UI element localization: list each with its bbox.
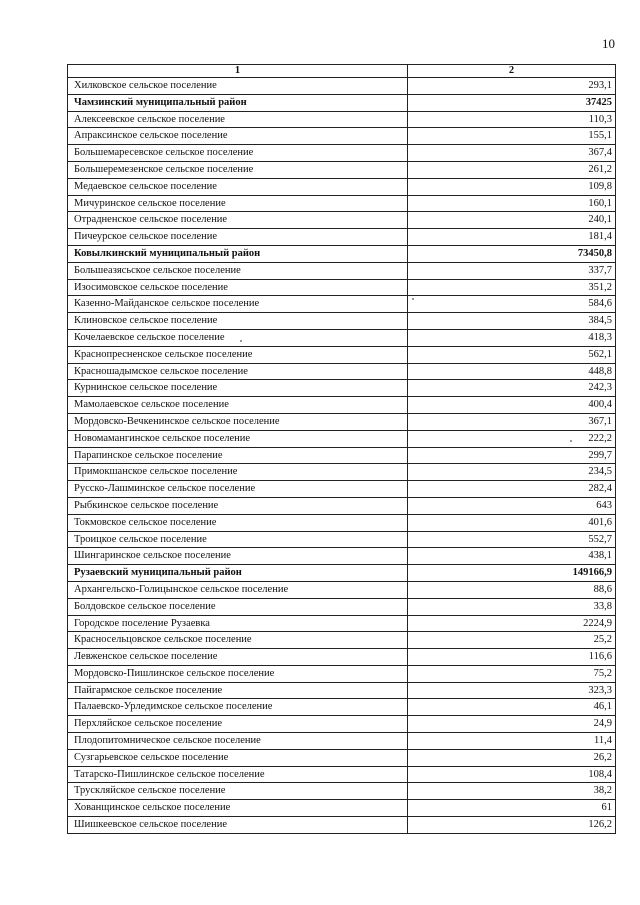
settlement-name: Отрадненское сельское поселение bbox=[68, 212, 408, 229]
scan-speck bbox=[570, 440, 572, 442]
settlement-name: Хованщинское сельское поселение bbox=[68, 800, 408, 817]
table-row bbox=[68, 346, 616, 363]
amount-value: 552,7 bbox=[408, 531, 616, 548]
settlement-name: Красносельцовское сельское поселение bbox=[68, 632, 408, 649]
scan-speck bbox=[412, 298, 414, 300]
amount-value: 448,8 bbox=[408, 363, 616, 380]
settlement-name: Чамзинский муниципальный район bbox=[68, 94, 408, 111]
table-header-row bbox=[68, 65, 616, 78]
amount-value: 75,2 bbox=[408, 665, 616, 682]
table-row bbox=[68, 279, 616, 296]
amount-value: 108,4 bbox=[408, 766, 616, 783]
amount-value: 126,2 bbox=[408, 817, 616, 834]
amount-value: 110,3 bbox=[408, 111, 616, 128]
amount-value: 367,4 bbox=[408, 145, 616, 162]
amount-value: 88,6 bbox=[408, 581, 616, 598]
settlement-name: Курнинское сельское поселение bbox=[68, 380, 408, 397]
page-number: 10 bbox=[602, 36, 615, 51]
table-row bbox=[68, 178, 616, 195]
amount-value: 24,9 bbox=[408, 716, 616, 733]
amount-value: 643 bbox=[408, 497, 616, 514]
amount-value: 418,3 bbox=[408, 329, 616, 346]
settlement-name: Токмовское сельское поселение bbox=[68, 514, 408, 531]
district-row bbox=[68, 565, 616, 582]
settlement-name: Клиновское сельское поселение bbox=[68, 313, 408, 330]
amount-value: 25,2 bbox=[408, 632, 616, 649]
settlement-name: Красношадымское сельское поселение bbox=[68, 363, 408, 380]
amount-value: 384,5 bbox=[408, 313, 616, 330]
table-row bbox=[68, 380, 616, 397]
table-row bbox=[68, 229, 616, 246]
settlement-name: Парапинское сельское поселение bbox=[68, 447, 408, 464]
table-row bbox=[68, 363, 616, 380]
amount-value: 261,2 bbox=[408, 161, 616, 178]
amount-value: 222,2 bbox=[408, 430, 616, 447]
settlement-name: Примокшанское сельское поселение bbox=[68, 464, 408, 481]
table-row bbox=[68, 749, 616, 766]
amount-value: 116,6 bbox=[408, 649, 616, 666]
amount-value: 155,1 bbox=[408, 128, 616, 145]
settlement-name: Татарско-Пишлинское сельское поселение bbox=[68, 766, 408, 783]
amount-value: 242,3 bbox=[408, 380, 616, 397]
amount-value: 33,8 bbox=[408, 598, 616, 615]
district-row bbox=[68, 245, 616, 262]
table-row bbox=[68, 665, 616, 682]
settlement-name: Рыбкинское сельское поселение bbox=[68, 497, 408, 514]
table-row bbox=[68, 430, 616, 447]
settlement-name: Большемаресевское сельское поселение bbox=[68, 145, 408, 162]
table-row bbox=[68, 615, 616, 632]
amount-value: 38,2 bbox=[408, 783, 616, 800]
settlement-name: Медаевское сельское поселение bbox=[68, 178, 408, 195]
settlement-name: Болдовское сельское поселение bbox=[68, 598, 408, 615]
amount-value: 234,5 bbox=[408, 464, 616, 481]
settlement-name: Шишкеевское сельское поселение bbox=[68, 817, 408, 834]
table-row bbox=[68, 128, 616, 145]
column-header-2: 2 bbox=[408, 65, 616, 78]
settlement-name: Кочелаевское сельское поселение bbox=[68, 329, 408, 346]
table-row bbox=[68, 329, 616, 346]
table-row bbox=[68, 195, 616, 212]
table-row bbox=[68, 632, 616, 649]
settlement-name: Алексеевское сельское поселение bbox=[68, 111, 408, 128]
table-row bbox=[68, 800, 616, 817]
amount-value: 438,1 bbox=[408, 548, 616, 565]
settlement-name: Мамолаевское сельское поселение bbox=[68, 397, 408, 414]
scan-speck bbox=[240, 340, 242, 342]
settlement-name: Архангельско-Голицынское сельское поселение bbox=[68, 581, 408, 598]
table-row bbox=[68, 447, 616, 464]
settlement-name: Палаевско-Урледимское сельское поселение bbox=[68, 699, 408, 716]
table-row bbox=[68, 514, 616, 531]
table-row bbox=[68, 649, 616, 666]
settlement-name: Новомамангинское сельское поселение bbox=[68, 430, 408, 447]
table-row bbox=[68, 733, 616, 750]
table-row bbox=[68, 766, 616, 783]
budget-table bbox=[67, 64, 616, 834]
settlement-name: Троицкое сельское поселение bbox=[68, 531, 408, 548]
settlement-name: Трускляйское сельское поселение bbox=[68, 783, 408, 800]
settlement-name: Городское поселение Рузаевка bbox=[68, 615, 408, 632]
settlement-name: Краснопресненское сельское поселение bbox=[68, 346, 408, 363]
table-row bbox=[68, 699, 616, 716]
amount-value: 367,1 bbox=[408, 413, 616, 430]
amount-value: 323,3 bbox=[408, 682, 616, 699]
table-row bbox=[68, 296, 616, 313]
table-row bbox=[68, 716, 616, 733]
amount-value: 26,2 bbox=[408, 749, 616, 766]
settlement-name: Мордовско-Пишлинское сельское поселение bbox=[68, 665, 408, 682]
amount-value: 11,4 bbox=[408, 733, 616, 750]
table-row bbox=[68, 817, 616, 834]
table-row bbox=[68, 145, 616, 162]
settlement-name: Перхляйское сельское поселение bbox=[68, 716, 408, 733]
settlement-name: Ковылкинский муниципальный район bbox=[68, 245, 408, 262]
amount-value: 240,1 bbox=[408, 212, 616, 229]
settlement-name: Пичеурское сельское поселение bbox=[68, 229, 408, 246]
table-row bbox=[68, 481, 616, 498]
amount-value: 109,8 bbox=[408, 178, 616, 195]
amount-value: 46,1 bbox=[408, 699, 616, 716]
amount-value: 351,2 bbox=[408, 279, 616, 296]
amount-value: 337,7 bbox=[408, 262, 616, 279]
amount-value: 181,4 bbox=[408, 229, 616, 246]
district-row bbox=[68, 94, 616, 111]
table-row bbox=[68, 548, 616, 565]
amount-value: 2224,9 bbox=[408, 615, 616, 632]
settlement-name: Хилковское сельское поселение bbox=[68, 78, 408, 95]
settlement-name: Рузаевский муниципальный район bbox=[68, 565, 408, 582]
settlement-name: Мордовско-Вечкенинское сельское поселение bbox=[68, 413, 408, 430]
table-row bbox=[68, 111, 616, 128]
table-row bbox=[68, 78, 616, 95]
settlement-name: Плодопитомническое сельское поселение bbox=[68, 733, 408, 750]
amount-value: 401,6 bbox=[408, 514, 616, 531]
amount-value: 37425 bbox=[408, 94, 616, 111]
table-row bbox=[68, 212, 616, 229]
table-row bbox=[68, 581, 616, 598]
table-body bbox=[68, 78, 616, 834]
table-row bbox=[68, 413, 616, 430]
table-row bbox=[68, 682, 616, 699]
amount-value: 293,1 bbox=[408, 78, 616, 95]
table-row bbox=[68, 497, 616, 514]
amount-value: 73450,8 bbox=[408, 245, 616, 262]
amount-value: 282,4 bbox=[408, 481, 616, 498]
amount-value: 299,7 bbox=[408, 447, 616, 464]
table-row bbox=[68, 464, 616, 481]
table-row bbox=[68, 262, 616, 279]
settlement-name: Шингаринское сельское поселение bbox=[68, 548, 408, 565]
table-row bbox=[68, 531, 616, 548]
amount-value: 61 bbox=[408, 800, 616, 817]
table-row bbox=[68, 397, 616, 414]
settlement-name: Апраксинское сельское поселение bbox=[68, 128, 408, 145]
settlement-name: Большеремезенское сельское поселение bbox=[68, 161, 408, 178]
amount-value: 562,1 bbox=[408, 346, 616, 363]
table-row bbox=[68, 161, 616, 178]
amount-value: 400,4 bbox=[408, 397, 616, 414]
settlement-name: Изосимовское сельское поселение bbox=[68, 279, 408, 296]
amount-value: 584,6 bbox=[408, 296, 616, 313]
settlement-name: Левженское сельское поселение bbox=[68, 649, 408, 666]
settlement-name: Большеазясьское сельское поселение bbox=[68, 262, 408, 279]
settlement-name: Казенно-Майданское сельское поселение bbox=[68, 296, 408, 313]
table-row bbox=[68, 598, 616, 615]
settlement-name: Русско-Лашминское сельское поселение bbox=[68, 481, 408, 498]
column-header-1: 1 bbox=[68, 65, 408, 78]
amount-value: 160,1 bbox=[408, 195, 616, 212]
amount-value: 149166,9 bbox=[408, 565, 616, 582]
table-row bbox=[68, 313, 616, 330]
settlement-name: Сузгарьевское сельское поселение bbox=[68, 749, 408, 766]
table-row bbox=[68, 783, 616, 800]
settlement-name: Пайгармское сельское поселение bbox=[68, 682, 408, 699]
settlement-name: Мичуринское сельское поселение bbox=[68, 195, 408, 212]
